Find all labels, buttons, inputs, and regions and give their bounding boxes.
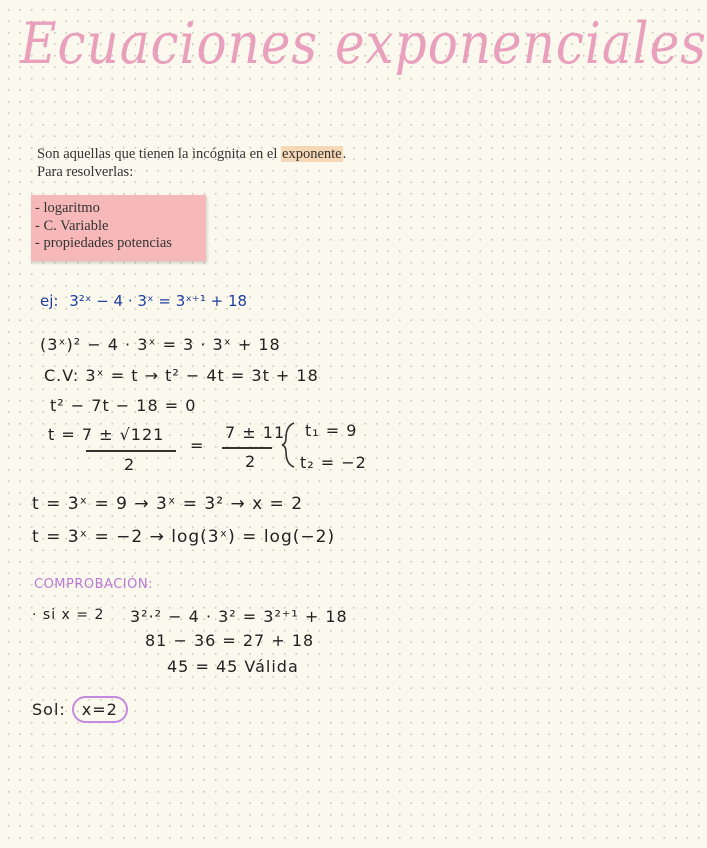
intro-line-1-end: .	[342, 146, 347, 162]
formula-numerator-left: t = 7 ± √121	[48, 425, 165, 444]
result-2: t = 3ˣ = −2 → log(3ˣ) = log(−2)	[32, 527, 336, 547]
formula-denominator-right: 2	[245, 452, 257, 471]
page-title: Ecuaciones exponenciales	[20, 10, 707, 77]
intro-text	[37, 145, 346, 181]
method-item: - logaritmo	[35, 200, 100, 216]
fraction-bar-right	[222, 447, 272, 449]
fraction-bar-left	[86, 450, 176, 452]
check-line-1: 3²·² − 4 · 3² = 3²⁺¹ + 18	[130, 607, 348, 626]
methods-sticky-note	[31, 195, 206, 261]
example-line	[40, 292, 247, 310]
formula-numerator-right: 7 ± 11	[225, 423, 286, 442]
formula-equals: =	[190, 436, 205, 455]
example-equation: 3²ˣ − 4 · 3ˣ = 3ˣ⁺¹ + 18	[69, 292, 248, 310]
check-heading: COMPROBACIÓN:	[34, 577, 153, 592]
method-item: - C. Variable	[35, 217, 109, 234]
check-condition: · si x = 2	[32, 607, 105, 623]
check-line-3: 45 = 45 Válida	[167, 657, 299, 676]
solution-line	[32, 696, 128, 723]
method-item: - propiedades potencias	[35, 235, 172, 251]
example-label: ej:	[40, 292, 59, 310]
intro-line-2: Para resolverlas:	[37, 164, 134, 180]
root-t2: t₂ = −2	[300, 453, 367, 472]
highlighted-word: exponente	[282, 146, 342, 162]
formula-denominator-left: 2	[124, 455, 136, 474]
intro-line-1-text: Son aquellas que tienen la incógnita en el	[37, 146, 282, 162]
step-1: (3ˣ)² − 4 · 3ˣ = 3 · 3ˣ + 18	[40, 335, 281, 354]
step-2: C.V: 3ˣ = t → t² − 4t = 3t + 18	[44, 366, 319, 385]
intro-line-1	[37, 145, 346, 163]
step-3: t² − 7t − 18 = 0	[50, 396, 197, 415]
root-t1: t₁ = 9	[305, 421, 358, 440]
brace-icon	[280, 420, 298, 470]
solution-circle: x=2	[72, 696, 128, 723]
result-1: t = 3ˣ = 9 → 3ˣ = 3² → x = 2	[32, 494, 304, 514]
solution-label: Sol:	[32, 700, 66, 719]
check-line-2: 81 − 36 = 27 + 18	[145, 631, 315, 650]
